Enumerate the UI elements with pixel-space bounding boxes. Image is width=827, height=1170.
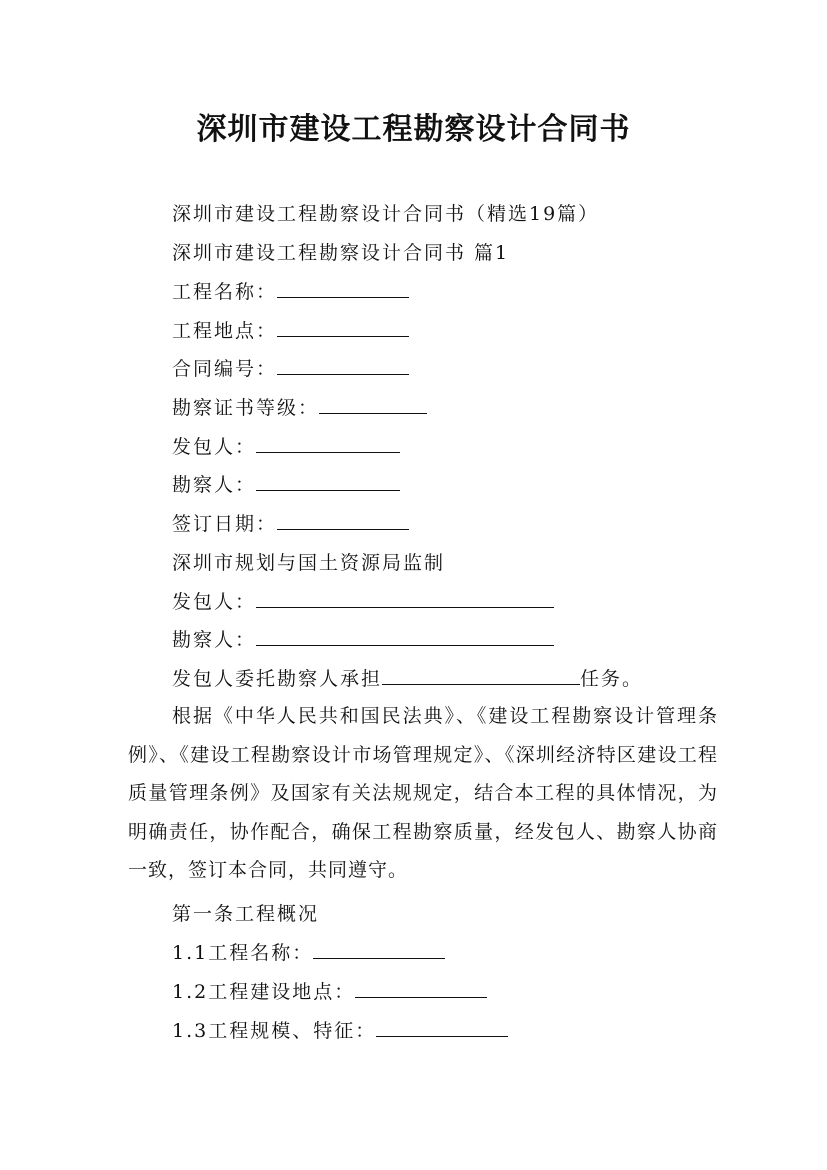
blank-line xyxy=(256,436,400,453)
party-employer xyxy=(172,587,554,614)
blank-line xyxy=(277,281,409,298)
party-label: 勘察人： xyxy=(172,629,257,651)
blank-line xyxy=(256,591,554,608)
blank-line xyxy=(382,668,580,685)
field-label: 合同编号： xyxy=(172,358,278,380)
field-label: 发包人： xyxy=(172,436,257,458)
field-label: 签订日期： xyxy=(172,513,278,535)
supervisor-line: 深圳市规划与国土资源局监制 xyxy=(172,552,446,574)
article1-item2 xyxy=(172,977,487,1004)
article1-heading: 第一条工程概况 xyxy=(172,903,320,925)
blank-line xyxy=(277,513,409,530)
field-label: 工程名称： xyxy=(172,281,278,303)
blank-line xyxy=(319,397,427,414)
preamble-paragraph: 根据《中华人民共和国民法典》、《建设工程勘察设计管理条例》、《建设工程勘察设计市场管理规定》、《深圳经济特区建设工程质量管理条例》及国家有关法规规定，结合本工程的具体情况，为明确责任，协作配合，确保工程勘察质量，经发包人、勘察人协商一致，签订本合同，共同遵守。 xyxy=(128,705,718,882)
item-label: 1.3工程规模、特征： xyxy=(172,1020,377,1042)
field-label: 工程地点： xyxy=(172,320,278,342)
entrust-suffix: 任务。 xyxy=(580,668,644,690)
item-label: 1.1工程名称： xyxy=(172,942,314,964)
blank-line xyxy=(376,1020,508,1037)
entrust-prefix: 发包人委托勘察人承担 xyxy=(172,668,383,690)
party-surveyor xyxy=(172,625,554,652)
field-surveyor xyxy=(172,470,400,497)
article1-item1 xyxy=(172,938,445,965)
document-subtitle: 深圳市建设工程勘察设计合同书（精选19篇） xyxy=(172,203,600,225)
document-title: 深圳市建设工程勘察设计合同书 xyxy=(196,112,631,147)
blank-line xyxy=(256,474,400,491)
article1-item3 xyxy=(172,1016,508,1043)
field-project-name xyxy=(172,277,409,304)
entrust-line xyxy=(172,664,643,691)
blank-line xyxy=(256,629,554,646)
party-label: 发包人： xyxy=(172,591,257,613)
field-project-location xyxy=(172,316,409,343)
section-heading: 深圳市建设工程勘察设计合同书 篇1 xyxy=(172,242,510,264)
blank-line xyxy=(313,942,445,959)
blank-line xyxy=(277,320,409,337)
blank-line xyxy=(277,358,409,375)
blank-line xyxy=(355,981,487,998)
item-label: 1.2工程建设地点： xyxy=(172,981,356,1003)
field-employer xyxy=(172,432,400,459)
field-certificate-grade xyxy=(172,393,427,420)
field-sign-date xyxy=(172,509,409,536)
field-contract-number xyxy=(172,354,409,381)
field-label: 勘察证书等级： xyxy=(172,397,320,419)
field-label: 勘察人： xyxy=(172,474,257,496)
